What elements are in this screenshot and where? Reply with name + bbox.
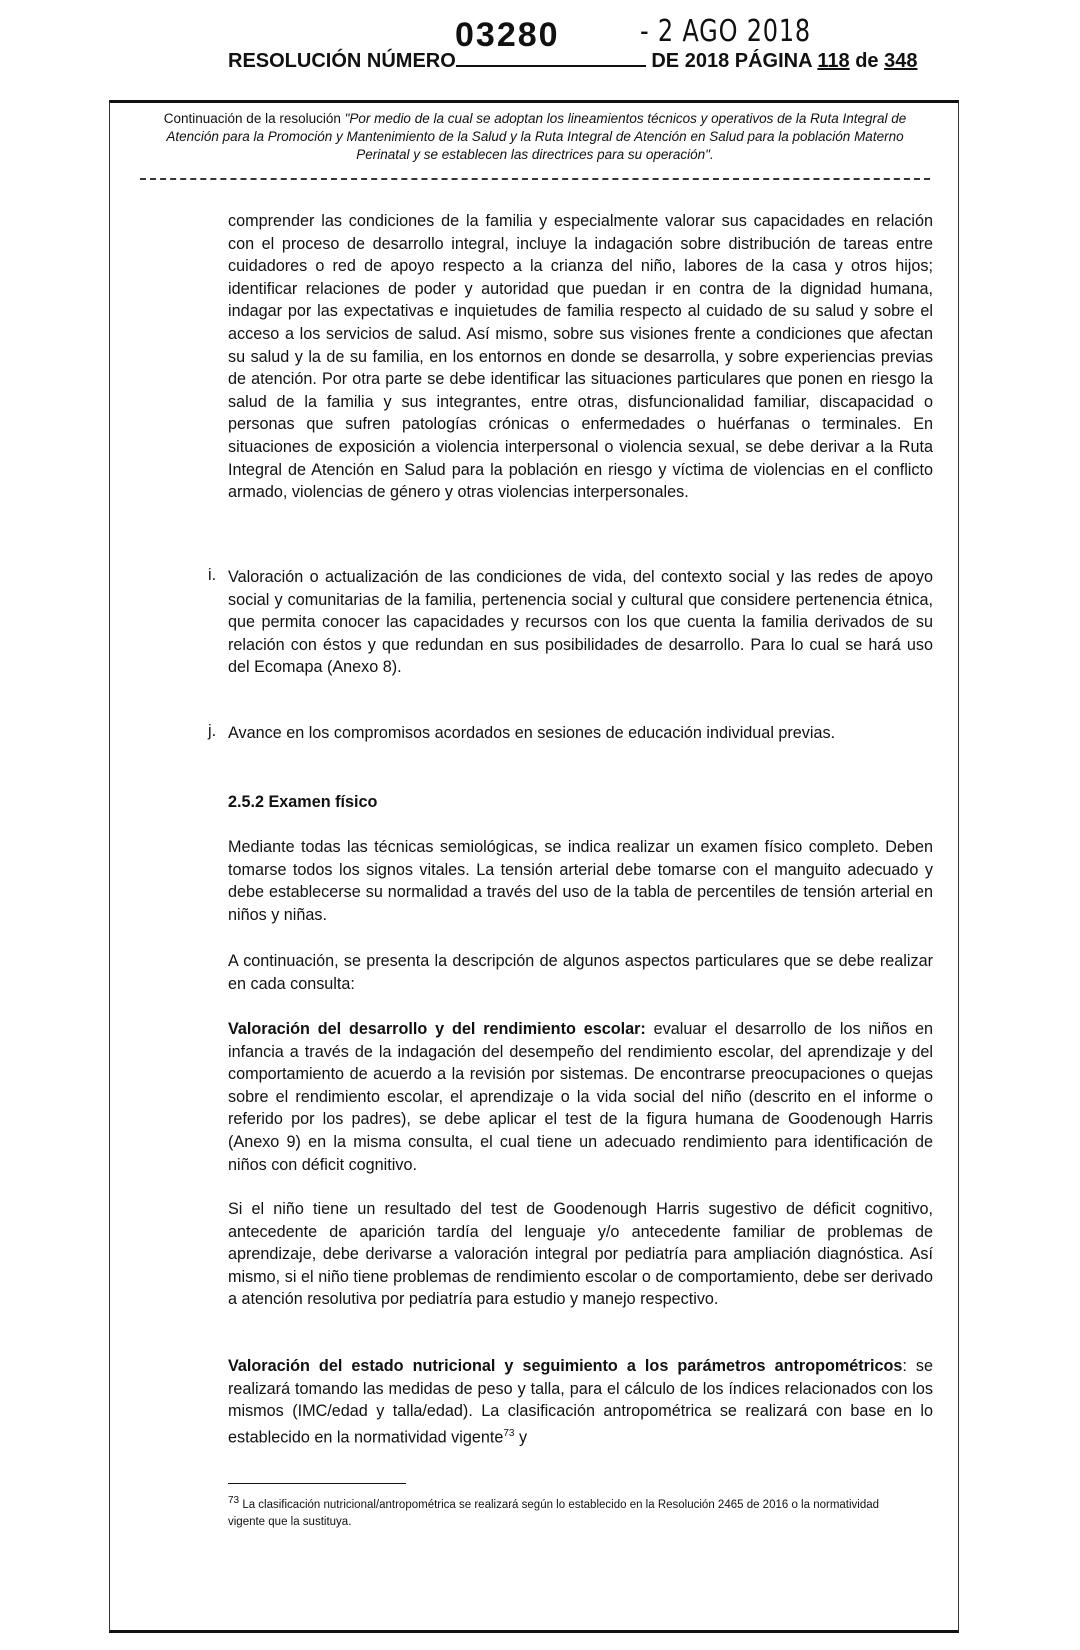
section-heading: 2.5.2 Examen físico — [228, 793, 378, 811]
paragraph: comprender las condiciones de la familia y especialmente valorar sus capacidades en relación con el proceso de desarrollo integral, incluye la indagación sobre distribución de tareas entre cuidadores o red de apoyo respecto a la crianza del niño, labores de la casa y otros hijos; identificar relaciones de poder y autoridad que puedan ir en contra de la dignidad humana, indagar por las expectativas e inquietudes de familia respecto al cuidado de su salud y sobre el acceso a los servicios de salud. Así mismo, sobre sus visiones frente a condiciones que afectan su salud y la de su familia, en los entornos en donde se desarrolla, y sobre experiencias previas de atención. Por otra parte se debe identificar las situaciones particulares que ponen en riesgo la salud de la familia y sus integrantes, entre otras, disfuncionalidad familiar, discapacidad o personas que sufren patologías crónicas o enfermedades o huérfanas o terminales. En situaciones de exposición a violencia interpersonal o violencia sexual, se debe derivar a la Ruta Integral de Atención en Salud para la población en riesgo y víctima de violencias en el conflicto armado, violencias de género y otras violencias interpersonales. — [228, 212, 933, 502]
divider — [140, 178, 930, 180]
paragraph: A continuación, se presenta la descripción de algunos aspectos particulares que se debe realizar en cada consulta: — [228, 952, 933, 993]
paragraph: Valoración del desarrollo y del rendimiento escolar: evaluar el desarrollo de los niños en infancia a través de la indagación del desempeño del rendimiento escolar, del aprendizaje y del comportamiento de acuerdo a la revisión por sistemas. De encontrarse preocupaciones o quejas sobre el rendimiento escolar, el aprendizaje o la vida social del niño (descrito en el informe o referido por los padres), se debe aplicar el test de la figura humana de Goodenough Harris (Anexo 9) en la misma consulta, el cual tiene un adecuado rendimiento para identificación de niños con déficit cognitivo. — [228, 1020, 934, 1174]
footnote: $^{73}$ La clasificación nutricional/antropométrica se realizará según lo establecido en la Resolución 2465 de 2016 o la normatividad vigente que la sustituya. — [228, 1495, 880, 1528]
list-marker: j. — [208, 722, 217, 740]
list-marker: i. — [208, 566, 217, 584]
page-header: RESOLUCIÓN NÚMERO DE 2018 PÁGINA 118 de 348 — [228, 50, 918, 72]
list-item: Valoración o actualización de las condiciones de vida, del contexto social y las redes de apoyo social y comunitarias de la familia, pertenencia social y cultural que considere pertenencia étnica, que permita conocer las capacidades y recursos con los que cuenta la familia derivados de su relación con éstos y que redundan en sus posibilidades de desarrollo. Para lo cual se hará uso del Ecomapa (Anexo 8). — [228, 568, 933, 677]
footnote-divider — [228, 1483, 406, 1484]
paragraph: Si el niño tiene un resultado del test de Goodenough Harris sugestivo de déficit cognitivo, antecedente de aparición tardía del lenguaje y/o antecedente familiar de problemas de aprendizaje, debe derivarse a valoración integral por pediatría para ampliación diagnóstica. Así mismo, si el niño tiene problemas de rendimiento escolar o de comportamiento, debe ser derivado a atención resolutiva por pediatría para estudio y manejo respectivo. — [228, 1200, 933, 1309]
paragraph: Mediante todas las técnicas semiológicas, se indica realizar un examen físico completo. Deben tomarse todos los signos vitales. La tensión arterial debe tomarse con el manguito adecuado y debe establecerse su normalidad a través del uso de la tabla de percentiles de tensión arterial en niños y niñas. — [228, 838, 933, 924]
list-item: Avance en los compromisos acordados en sesiones de educación individual previas. — [228, 724, 836, 742]
continuation-note: Continuación de la resolución "Por medio de la cual se adoptan los lineamientos técnicos y operativos de la Ruta Integral de Atención para la Promoción y Mantenimiento de la Salud y la Ruta Integral de Atención en Salud para la población Materno Perinatal y se establecen las directrices para su operación". — [163, 111, 907, 162]
date-stamp: - 2 AGO 2018 — [640, 14, 811, 49]
paragraph: Valoración del estado nutricional y seguimiento a los parámetros antropométricos: se realizará tomando las medidas de peso y talla, para el cálculo de los índices relacionados con los mismos (IMC/edad y talla/edad). La clasificación antropométrica se realizará con base en lo establecido en la normatividad vigente$^{73}$ y — [228, 1357, 933, 1447]
resolution-number-stamp: 03280 — [455, 16, 560, 54]
